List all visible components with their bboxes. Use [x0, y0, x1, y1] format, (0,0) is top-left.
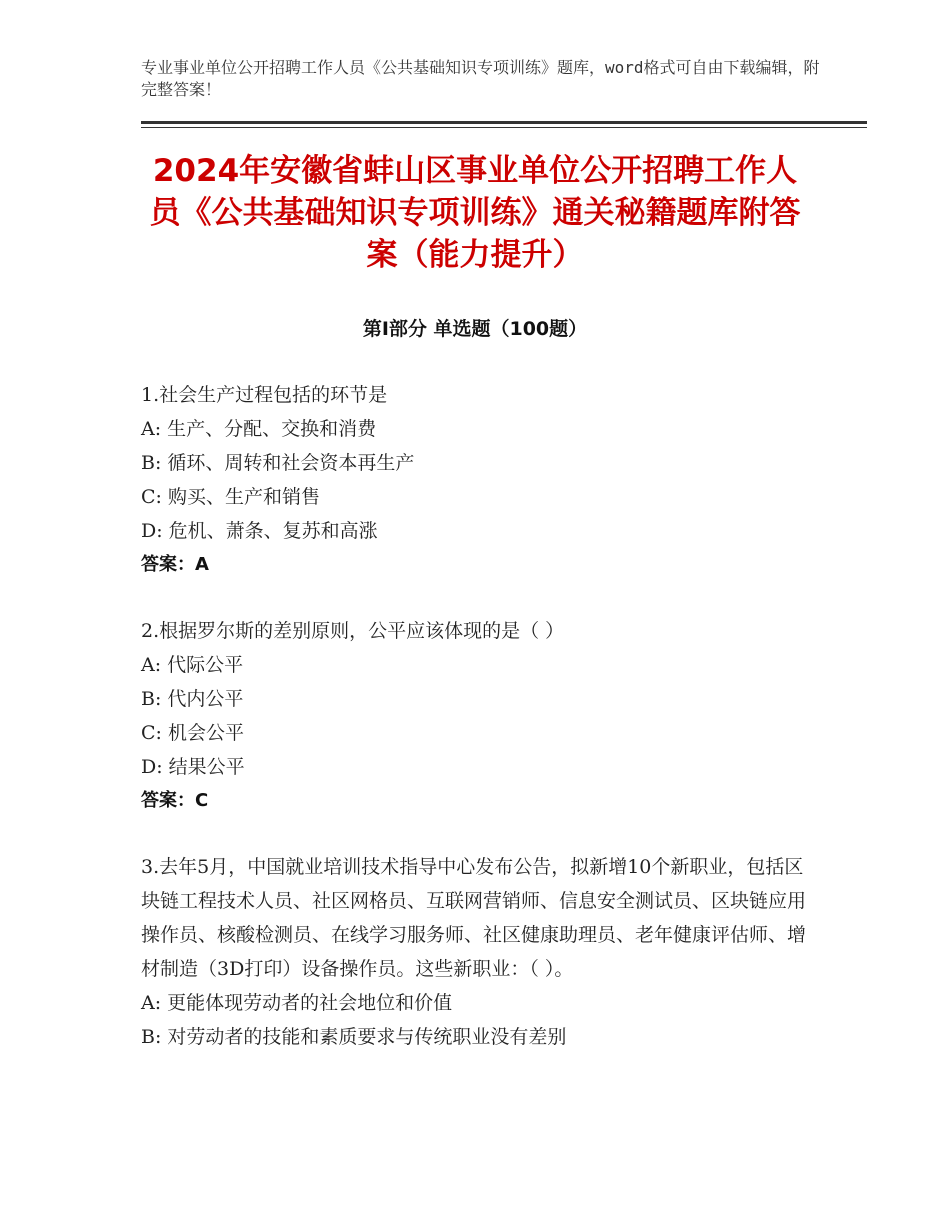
- question-2: [141, 614, 811, 818]
- header-rule-thick: [141, 121, 867, 124]
- question-stem: 1.社会生产过程包括的环节是: [141, 384, 388, 406]
- answer: 答案：C: [141, 790, 209, 811]
- option-d: D: 结果公平: [141, 756, 245, 778]
- option-d: D: 危机、萧条、复苏和高涨: [141, 520, 378, 542]
- question-stem: 2.根据罗尔斯的差别原则，公平应该体现的是（ ）: [141, 620, 565, 642]
- option-c: C: 购买、生产和销售: [141, 486, 320, 508]
- option-c: C: 机会公平: [141, 722, 244, 744]
- option-a: A: 生产、分配、交换和消费: [141, 418, 377, 440]
- header-rule-thin: [141, 127, 867, 128]
- question-3: [141, 850, 811, 1054]
- question-list: [141, 378, 811, 1086]
- option-b: B: 对劳动者的技能和素质要求与传统职业没有差别: [141, 1026, 567, 1048]
- option-a: A: 更能体现劳动者的社会地位和价值: [141, 992, 453, 1014]
- header-note: 专业事业单位公开招聘工作人员《公共基础知识专项训练》题库，word格式可自由下载编辑，附完整答案！: [141, 58, 820, 99]
- option-b: B: 代内公平: [141, 688, 244, 710]
- question-1: [141, 378, 811, 582]
- section-heading: 第I部分 单选题（100题）: [362, 318, 588, 340]
- option-a: A: 代际公平: [141, 654, 244, 676]
- question-stem: 3.去年5月，中国就业培训技术指导中心发布公告，拟新增10个新职业，包括区块链工程技术人员、社区网格员、互联网营销师、信息安全测试员、区块链应用操作员、核酸检测员、在线学习服务师、社区健康助理员、老年健康评估师、增材制造（3D打印）设备操作员。这些新职业：（ ）。: [141, 856, 807, 980]
- document-title: 2024年安徽省蚌山区事业单位公开招聘工作人员《公共基础知识专项训练》通关秘籍题库附答案（能力提升）: [149, 153, 801, 273]
- answer: 答案：A: [141, 554, 209, 575]
- option-b: B: 循环、周转和社会资本再生产: [141, 452, 415, 474]
